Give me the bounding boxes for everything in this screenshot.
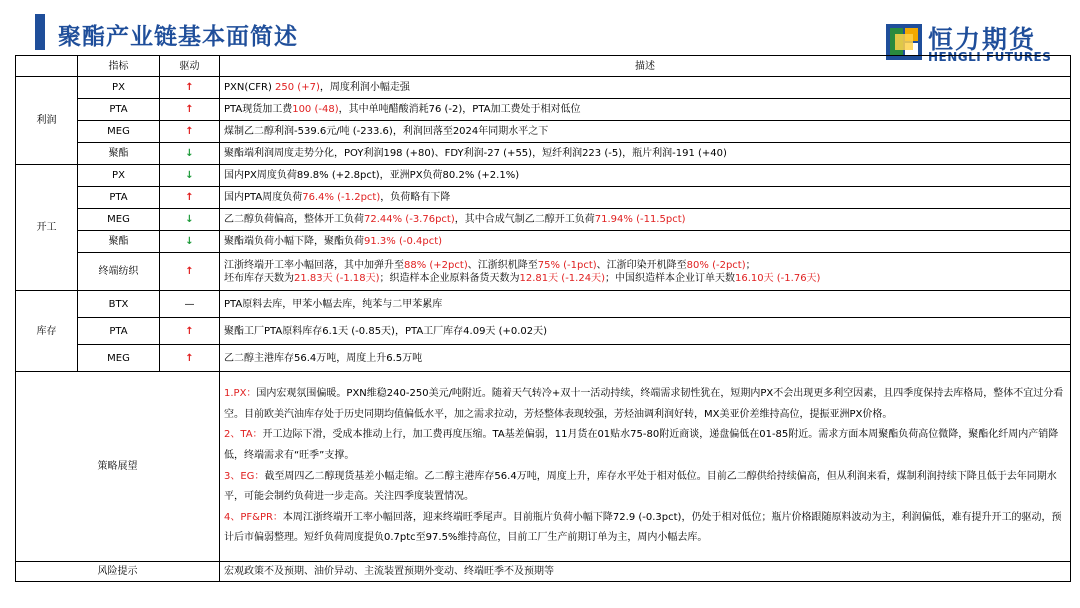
indicator-cell: 终端纺织 — [78, 253, 160, 291]
driver-cell — [160, 77, 220, 99]
strategy-label: 策略展望 — [16, 372, 220, 562]
arrow-down-icon: ↓ — [185, 236, 194, 247]
strategy-paragraph — [224, 467, 1066, 508]
driver-cell — [160, 209, 220, 231]
description-text: ，周度利润小幅走强 — [319, 82, 410, 93]
strategy-prefix: 2、TA： — [224, 429, 263, 441]
description-cell — [220, 99, 1071, 121]
table-row — [16, 253, 1071, 291]
category-cell: 开工 — [16, 165, 78, 291]
risk-text: 宏观政策不及预期、油价异动、主流装置预期外变动、终端旺季不及预期等 — [220, 562, 1071, 582]
description-text: 88% (+2pct) — [404, 259, 468, 271]
description-cell — [220, 165, 1071, 187]
description-text: PTA原料去库，甲苯小幅去库，纯苯与二甲苯累库 — [224, 298, 443, 310]
strategy-paragraph — [224, 508, 1066, 549]
strategy-text: 截至周四乙二醇现货基差小幅走缩。乙二醇主港库存56.4万吨，周度上升，库存水平处于相对低位。目前乙二醇供给持续偏高，但从利润来看，煤制利润持续下降且低于去年同期水平，可能会制约负荷进一步走高。关注四季度装置情况。 — [224, 470, 1057, 503]
description-text: 坯布库存天数为 — [224, 272, 294, 284]
strategy-text: 本周江浙终端开工率小幅回落，迎来终端旺季尾声。目前瓶片负荷小幅下降72.9 (-0.3pct)，仍处于相对低位；瓶片价格跟随原料波动为主，利润偏低，难有提升开工的驱动，预计后市偏弱整理。短纤负荷周度提负0.7ptc至97.5%维持高位，目前工厂生产前期订单为主，周内小幅去库。 — [224, 511, 1062, 544]
indicator-cell: MEG — [78, 345, 160, 372]
arrow-up-icon: ↑ — [185, 126, 194, 137]
description-text: ，负荷略有下降 — [380, 192, 451, 203]
description-text: ；织造样本企业原料备货天数为 — [379, 272, 520, 284]
table-row — [16, 143, 1071, 165]
strategy-paragraph — [224, 384, 1066, 425]
header-description: 描述 — [220, 56, 1071, 77]
fundamentals-table — [15, 55, 1071, 582]
driver-cell — [160, 121, 220, 143]
indicator-cell: PX — [78, 77, 160, 99]
category-cell: 利润 — [16, 77, 78, 165]
indicator-cell: PTA — [78, 318, 160, 345]
strategy-prefix: 1.PX： — [224, 388, 257, 400]
description-text: 80% (-2pct) — [686, 259, 746, 271]
description-text: 100 (-48) — [292, 104, 339, 115]
indicator-cell: PX — [78, 165, 160, 187]
driver-cell — [160, 318, 220, 345]
description-text: ，其中单吨醋酸消耗76 (-2)，PTA加工费处于相对低位 — [338, 104, 581, 115]
description-cell — [220, 291, 1071, 318]
description-cell — [220, 77, 1071, 99]
description-text: 21.83天 (-1.18天) — [294, 272, 380, 284]
page-title: 聚酯产业链基本面简述 — [58, 24, 298, 50]
driver-cell — [160, 345, 220, 372]
driver-cell — [160, 253, 220, 291]
description-cell — [220, 318, 1071, 345]
description-text: 聚酯端负荷小幅下降，聚酯负荷 — [224, 236, 364, 247]
description-text: 、江浙印染开机降至 — [596, 259, 687, 271]
description-text: 聚酯端利润周度走势分化，POY利润198 (+80)、FDY利润-27 (+55)，短纤利润223 (-5)，瓶片利润-191 (+40) — [224, 148, 727, 159]
strategy-text: 国内宏观氛围偏暖。PXN维稳240-250美元/吨附近。随着天气转冷+双十一活动持续，终端需求韧性犹在，短期内PX不会出现更多利空因素，且四季度保持去库格局，整体不宜过分看空。目前欧美汽油库存处于历史同期均值偏低水平，加之需求拉动，芳烃整体表现较强，芳烃油调利润好转，MX美亚价差维持高位，提振亚洲PX价格。 — [224, 388, 1064, 420]
description-cell — [220, 121, 1071, 143]
table-row — [16, 187, 1071, 209]
arrow-up-icon: ↑ — [185, 352, 194, 364]
logo-chinese-text: 恒力期货 — [928, 25, 1037, 54]
table-row — [16, 231, 1071, 253]
description-text: 、江浙织机降至 — [467, 259, 538, 271]
table-row — [16, 165, 1071, 187]
description-text: 乙二醇负荷偏高，整体开工负荷 — [224, 214, 364, 225]
description-text: 250 (+7) — [275, 82, 320, 93]
description-text: 72.44% (-3.76pct) — [364, 214, 455, 225]
description-text: 聚酯工厂PTA原料库存6.1天 (-0.85天)，PTA工厂库存4.09天 (+0.02天) — [224, 325, 548, 337]
description-text: 江浙终端开工率小幅回落，其中加弹升至 — [224, 259, 404, 271]
arrow-up-icon: ↑ — [185, 325, 194, 337]
arrow-down-icon: ↓ — [185, 214, 194, 225]
table-header-row — [16, 56, 1071, 77]
description-text: ； — [745, 259, 756, 271]
risk-label: 风险提示 — [16, 562, 220, 582]
driver-cell — [160, 231, 220, 253]
indicator-cell: PTA — [78, 99, 160, 121]
description-cell — [220, 187, 1071, 209]
table-row — [16, 121, 1071, 143]
table-row — [16, 209, 1071, 231]
indicator-cell: 聚酯 — [78, 231, 160, 253]
description-cell — [220, 253, 1071, 291]
arrow-down-icon: ↓ — [185, 148, 194, 159]
strategy-text: 开工边际下滑，受成本推动上行，加工费再度压缩。TA基差偏弱，11月货在01贴水75-80附近商谈，递盘偏低在01-85附近。需求方面本周聚酯负荷高位微降，聚酯化纤周内产销降低，终端需求有“旺季”支撑。 — [224, 429, 1059, 461]
arrow-up-icon: ↑ — [185, 266, 194, 277]
description-text: 75% (-1pct) — [537, 259, 597, 271]
indicator-cell: MEG — [78, 121, 160, 143]
indicator-cell: BTX — [78, 291, 160, 318]
description-text: 91.3% (-0.4pct) — [364, 236, 443, 247]
arrow-up-icon: ↑ — [185, 192, 194, 203]
table-row — [16, 99, 1071, 121]
description-text: ，其中合成气制乙二醇开工负荷 — [454, 214, 595, 225]
strategy-content — [220, 372, 1071, 562]
header-driver: 驱动 — [160, 56, 220, 77]
driver-cell — [160, 291, 220, 318]
description-text: 国内PX周度负荷89.8% (+2.8pct)，亚洲PX负荷80.2% (+2.1%) — [224, 170, 520, 181]
arrow-up-icon: ↑ — [185, 82, 194, 93]
description-text: 16.10天 (-1.76天) — [734, 272, 821, 284]
header-blank — [16, 56, 78, 77]
indicator-cell: 聚酯 — [78, 143, 160, 165]
description-text: PTA现货加工费 — [224, 104, 293, 115]
driver-cell — [160, 165, 220, 187]
dash-flat-icon: — — [184, 298, 195, 310]
strategy-paragraph — [224, 425, 1066, 466]
description-cell — [220, 143, 1071, 165]
description-text: 煤制乙二醇利润-539.6元/吨 (-233.6)，利润回落至2024年同期水平之下 — [224, 126, 549, 137]
strategy-row — [16, 372, 1071, 562]
description-cell — [220, 209, 1071, 231]
driver-cell — [160, 143, 220, 165]
description-cell — [220, 231, 1071, 253]
table-row — [16, 345, 1071, 372]
indicator-cell: MEG — [78, 209, 160, 231]
table-row — [16, 291, 1071, 318]
indicator-cell: PTA — [78, 187, 160, 209]
description-text: 76.4% (-1.2pct) — [302, 192, 381, 203]
strategy-prefix: 3、EG： — [224, 470, 265, 482]
title-accent-bar — [35, 14, 45, 50]
description-text: 12.81天 (-1.24天) — [519, 272, 605, 284]
arrow-down-icon: ↓ — [185, 170, 194, 181]
description-text: PXN(CFR) — [224, 82, 276, 93]
description-cell — [220, 345, 1071, 372]
logo-english-text: HENGLI FUTURES — [928, 50, 1052, 64]
description-text: ；中国织造样本企业订单天数 — [604, 272, 735, 284]
description-text: 71.94% (-11.5pct) — [594, 214, 686, 225]
driver-cell — [160, 187, 220, 209]
category-cell: 库存 — [16, 291, 78, 372]
strategy-prefix: 4、PF&PR： — [224, 511, 283, 523]
description-text: 国内PTA周度负荷 — [224, 192, 303, 203]
table-row — [16, 318, 1071, 345]
table-row — [16, 77, 1071, 99]
header-indicator: 指标 — [78, 56, 160, 77]
arrow-up-icon: ↑ — [185, 104, 194, 115]
driver-cell — [160, 99, 220, 121]
description-text: 乙二醇主港库存56.4万吨，周度上升6.5万吨 — [224, 352, 423, 364]
risk-row — [16, 562, 1071, 582]
